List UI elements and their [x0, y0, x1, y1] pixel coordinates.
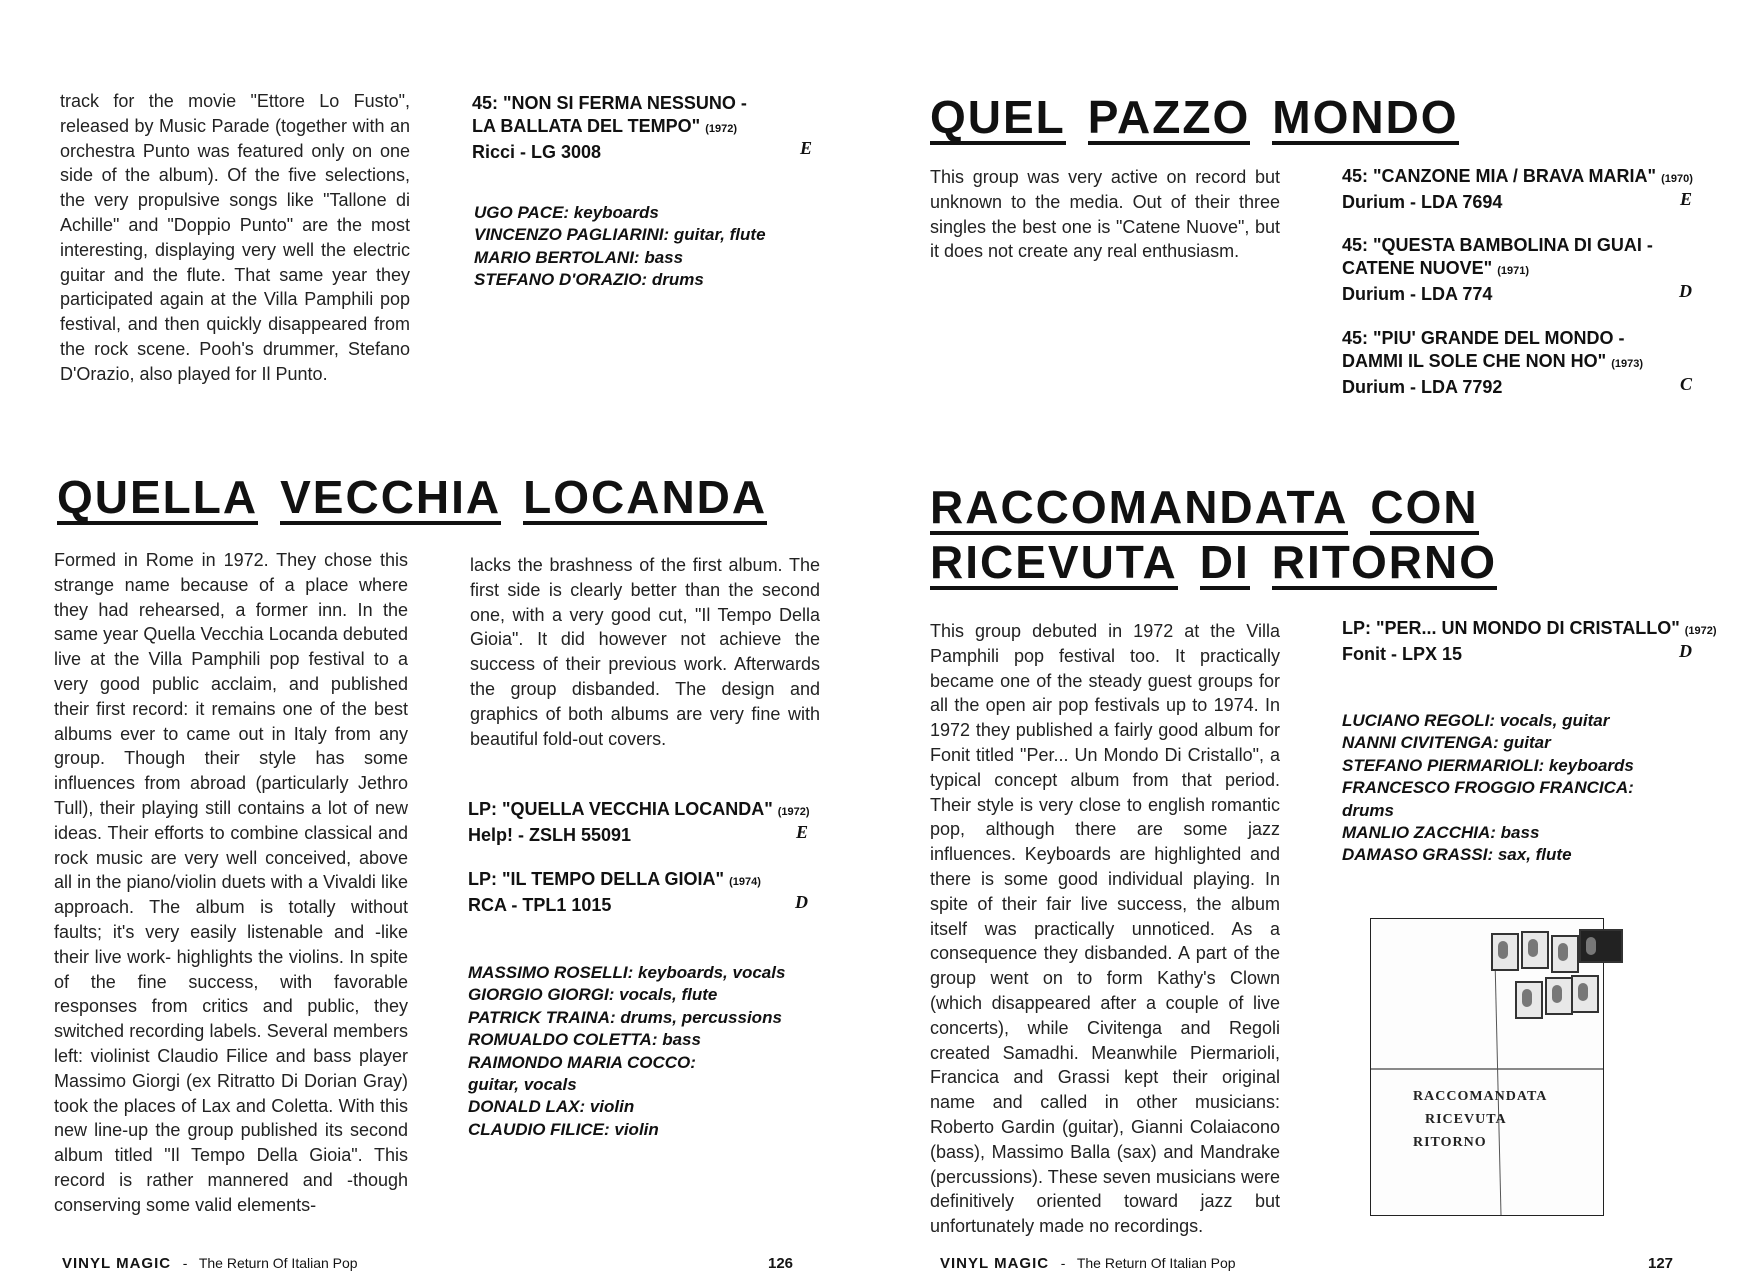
- record-year: (1972): [1684, 625, 1717, 637]
- member-item: MANLIO ZACCHIA: bass: [1342, 823, 1540, 843]
- record-grade: D: [795, 892, 808, 912]
- record-title: LP: "IL TEMPO DELLA GIOIA": [468, 869, 725, 889]
- qvl-record-1: [468, 798, 808, 844]
- stamp-icon: [1491, 933, 1519, 971]
- page-number-left: 126: [768, 1255, 794, 1272]
- title-word: LOCANDA: [523, 471, 768, 523]
- member-item: GIORGIO GIORGI: vocals, flute: [468, 985, 718, 1005]
- member-item: DAMASO GRASSI: sax, flute: [1342, 845, 1572, 865]
- il-punto-members: [474, 202, 766, 292]
- record-title-line1: 45: "QUESTA BAMBOLINA DI GUAI -: [1342, 235, 1653, 255]
- record-label: Durium - LDA 7792: [1342, 377, 1503, 397]
- title-word: MONDO: [1272, 91, 1459, 143]
- member-item: drums: [1342, 800, 1394, 820]
- title-word: CON: [1370, 481, 1479, 533]
- title-word: RITORNO: [1271, 536, 1497, 588]
- member-item: FRANCESCO FROGGIO FRANCICA:: [1342, 778, 1634, 798]
- member-item: VINCENZO PAGLIARINI: guitar, flute: [474, 225, 766, 245]
- title-word: QUEL: [930, 91, 1066, 143]
- record-grade: C: [1679, 374, 1692, 394]
- il-punto-record: [472, 92, 812, 160]
- stamp-icon: [1545, 977, 1573, 1015]
- member-item: PATRICK TRAINA: drums, percussions: [468, 1007, 782, 1027]
- title-word: VECCHIA: [280, 471, 502, 523]
- rcr-members: [1342, 710, 1634, 867]
- il-punto-text: track for the movie "Ettore Lo Fusto", released by Music Parade (together with an orchestra Punto was featured only on one side of the album). Of the five selections, the very propulsive songs like "Tallone di Achille" and "Doppio Punto" are the most interesting, displaying very well the electric guitar and the flute. That same year they participated again at the Villa Pamphili pop festival, and then quickly disappeared from the rock scene. Pooh's drummer, Stefano D'Orazio, also played for Il Punto.: [60, 91, 410, 384]
- record-label: RCA - TPL1 1015: [468, 895, 612, 915]
- record-label: Durium - LDA 774: [1342, 284, 1493, 304]
- qvl-record-2: [468, 868, 808, 914]
- qpm-record-2: [1342, 234, 1692, 303]
- record-title: LP: "PER... UN MONDO DI CRISTALLO": [1342, 618, 1680, 638]
- record-title: 45: "CANZONE MIA / BRAVA MARIA": [1342, 166, 1657, 186]
- member-item: MASSIMO ROSELLI: keyboards, vocals: [468, 963, 786, 982]
- record-label: Durium - LDA 7694: [1342, 192, 1503, 212]
- record-label: Ricci - LG 3008: [472, 142, 602, 162]
- member-item: guitar, vocals: [468, 1075, 577, 1095]
- footer-separator: -: [1060, 1255, 1066, 1271]
- cover-title-line: RITORNO: [1413, 1135, 1487, 1150]
- record-grade: D: [1679, 281, 1692, 301]
- stamp-icon: [1551, 935, 1579, 973]
- record-grade: E: [795, 822, 808, 842]
- qvl-text-col1: Formed in Rome in 1972. They chose this strange name because of a place where they had rehearsed, a former inn. In the same year Quella Vecchia Locanda debuted live at the Villa Pamphili pop festival to a very good public acclaim, and published their first record: it remains one of the best albums ever to came out in Italy from any group. Though their style has some influences from abroad (particularly Jethro Tull), their playing still contains a lot of new ideas. Their efforts to combine classical and rock music are very well conceived, above all in the piano/violin duets with a Vivaldi like approach. The album is totally without faults; it's very easily listenable and -like their live work- highlights the violins. In spite of the fine success, with favorable responses from critics and public, they switched recording labels. Several members left: violinist Claudio Filice and bass player Massimo Giorgi (ex Ritratto Di Dorian Gray) took the places of Lax and Coletta. With this new line-up the group published its second album titled "Il Tempo Della Gioia". This record is rather mannered and -though conserving some valid elements-: [54, 550, 408, 1215]
- rcr-record: [1342, 617, 1717, 664]
- record-year: (1971): [1497, 265, 1530, 277]
- record-year: (1972): [777, 806, 810, 818]
- rcr-text: This group debuted in 1972 at the Villa Pamphili pop festival too. It practically became one of the steady guest groups for all the open air pop festivals up to 1974. In 1972 they published a fairly good album for Fonit titled "Per... Un Mondo Di Cristallo", a typical concept album from that period. Their style is very close to english romantic pop, although there are some jazz influences. Keyboards are highlighted and there is some good individual playing. In spite of their fair live success, the album itself was practically unnoticed. As a consequence they disbanded. A part of the group went on to form Kathy's Clown (which disappeared after a couple of live concerts), while Civitenga and Regoli created Samadhi. Meanwhile Piermarioli, Francica and Grassi kept their original name and called in other musicians: Roberto Gardin (guitar), Gianni Colaiacono (bass), Massimo Balla (sax) and Mandrake (percussions). These seven musicians were definitively oriented toward jazz but unfortunately made no recordings.: [930, 621, 1280, 1237]
- record-grade: E: [1679, 189, 1692, 209]
- member-item: ROMUALDO COLETTA: bass: [468, 1030, 701, 1050]
- member-item: NANNI CIVITENGA: guitar: [1342, 733, 1551, 753]
- record-title-line1: 45: "PIU' GRANDE DEL MONDO -: [1342, 328, 1625, 348]
- member-item: LUCIANO REGOLI: vocals, guitar: [1342, 711, 1610, 730]
- member-item: STEFANO PIERMARIOLI: keyboards: [1342, 755, 1634, 775]
- footer-subtitle: The Return Of Italian Pop: [1076, 1255, 1236, 1271]
- qvl-title: [57, 470, 789, 525]
- record-year: (1973): [1611, 358, 1644, 370]
- footer-separator: -: [182, 1255, 188, 1271]
- page-number-right: 127: [1648, 1255, 1674, 1272]
- member-item: STEFANO D'ORAZIO: drums: [474, 270, 704, 290]
- stamp-icon: [1521, 931, 1549, 969]
- stamp-icon: [1579, 929, 1623, 963]
- record-title-line2: CATENE NUOVE": [1342, 258, 1493, 278]
- cover-title-line: RACCOMANDATA: [1413, 1089, 1548, 1104]
- qvl-members: [468, 962, 785, 1141]
- title-word: RACCOMANDATA: [930, 481, 1349, 533]
- cover-title-line: RICEVUTA: [1425, 1112, 1507, 1127]
- footer-brand: VINYL MAGIC: [940, 1255, 1050, 1272]
- record-grade: E: [799, 138, 812, 158]
- qvl-text-col2: lacks the brashness of the first album. The first side is clearly better than the second one, with a very good cut, "Il Tempo Della Gioia". It did however not achieve the success of their previous work. Afterwards the group disbanded. The design and graphics of both albums are very fine with beautiful fold-out covers.: [470, 555, 820, 749]
- qpm-record-1: [1342, 165, 1692, 211]
- title-word: RICEVUTA: [930, 536, 1178, 588]
- record-title-line2: LA BALLATA DEL TEMPO": [472, 116, 701, 136]
- title-word: DI: [1199, 536, 1250, 588]
- qpm-record-3: [1342, 327, 1692, 396]
- album-cover-image: [1370, 918, 1604, 1216]
- record-label: Fonit - LPX 15: [1342, 644, 1463, 664]
- footer-brand: VINYL MAGIC: [62, 1255, 172, 1272]
- qpm-title: [930, 90, 1481, 145]
- rcr-title: [930, 480, 1519, 590]
- record-label: Help! - ZSLH 55091: [468, 825, 632, 845]
- stamp-icon: [1515, 981, 1543, 1019]
- record-title-line2: DAMMI IL SOLE CHE NON HO": [1342, 351, 1607, 371]
- qpm-text: This group was very active on record but unknown to the media. Out of their three singles the best one is "Catene Nuove", but it does not create any real enthusiasm.: [930, 167, 1280, 262]
- record-year: (1972): [705, 123, 737, 135]
- cover-title: [1413, 1085, 1547, 1154]
- right-footer: [940, 1255, 1236, 1272]
- record-title: LP: "QUELLA VECCHIA LOCANDA": [468, 799, 773, 819]
- member-item: CLAUDIO FILICE: violin: [468, 1119, 659, 1139]
- record-title-line1: 45: "NON SI FERMA NESSUNO -: [472, 93, 747, 113]
- member-item: RAIMONDO MARIA COCCO:: [468, 1052, 696, 1072]
- record-grade: D: [1679, 641, 1692, 661]
- left-footer: [62, 1255, 358, 1272]
- stamp-icon: [1571, 975, 1599, 1013]
- footer-subtitle: The Return Of Italian Pop: [198, 1255, 358, 1271]
- title-word: PAZZO: [1087, 91, 1251, 143]
- member-item: UGO PACE: keyboards: [474, 203, 659, 222]
- record-year: (1974): [729, 876, 761, 888]
- record-year: (1970): [1661, 173, 1693, 185]
- member-item: DONALD LAX: violin: [468, 1097, 635, 1117]
- title-word: QUELLA: [57, 471, 259, 523]
- member-item: MARIO BERTOLANI: bass: [474, 247, 684, 267]
